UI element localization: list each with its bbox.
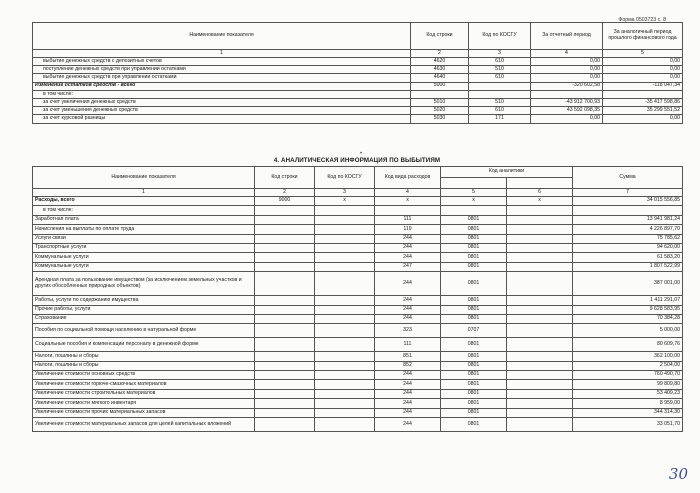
- handwritten-page-number: 30: [668, 465, 688, 483]
- col-header-reporting: За отчетный период: [531, 23, 603, 50]
- row-code: [255, 262, 315, 271]
- row-analytics-2: [507, 215, 573, 224]
- row-analytics-2: [507, 380, 573, 389]
- table-row: [33, 98, 683, 106]
- table-row: [33, 371, 683, 380]
- row-analytics-1: 0801: [441, 225, 507, 234]
- row-current-value: 43 592 098,35: [531, 107, 603, 115]
- row-sum: 1 807 522,99: [573, 262, 683, 271]
- table-row: [33, 115, 683, 123]
- row-name: Увеличение стоимости прочих материальных запасов: [33, 408, 255, 417]
- col-number-row: [33, 50, 683, 58]
- row-analytics-1: 0801: [441, 234, 507, 243]
- row-expense-code: 244: [375, 305, 441, 314]
- row-name: Налоги, пошлины и сборы: [33, 361, 255, 370]
- table-row: [33, 389, 683, 398]
- row-previous-value: 0,00: [603, 58, 683, 66]
- row-kosgu: 610: [469, 58, 531, 66]
- form-number: Форма 0503723 с. 8: [618, 17, 666, 23]
- col-number: 2: [411, 50, 469, 58]
- table-row: [33, 352, 683, 361]
- row-sum: 61 583,20: [573, 253, 683, 262]
- row-name: Страхование: [33, 314, 255, 323]
- row-expense-code: 323: [375, 324, 441, 338]
- row-name: поступление денежных средств при управлении остатками: [33, 66, 411, 74]
- row-analytics-1: 0801: [441, 296, 507, 305]
- row-kosgu: [315, 389, 375, 398]
- row-name: Коммунальные услуги: [33, 253, 255, 262]
- row-analytics-2: [507, 352, 573, 361]
- row-sum: 387 001,00: [573, 272, 683, 296]
- row-sum: 2 504,00: [573, 361, 683, 370]
- row-analytics-1: 0801: [441, 338, 507, 352]
- table-row: [33, 380, 683, 389]
- row-kosgu: [315, 338, 375, 352]
- row-sum: [573, 206, 683, 215]
- row-code: [255, 314, 315, 323]
- row-expense-code: 244: [375, 234, 441, 243]
- row-code: 5010: [411, 98, 469, 106]
- row-analytics-2: [507, 225, 573, 234]
- row-sum: 9 628 583,95: [573, 305, 683, 314]
- row-previous-value: 35 299 551,52: [603, 107, 683, 115]
- table-row: [33, 58, 683, 66]
- table-row: [33, 338, 683, 352]
- row-analytics-2: [507, 262, 573, 271]
- row-code: [255, 225, 315, 234]
- table-row: [33, 74, 683, 82]
- row-kosgu: [315, 361, 375, 370]
- table-row: [33, 296, 683, 305]
- col-header-exp-code: Код вида расходов: [375, 167, 441, 189]
- row-code: 4630: [411, 66, 469, 74]
- row-analytics-1: 0801: [441, 352, 507, 361]
- row-name: Изменение остатков средств - всего: [33, 82, 411, 90]
- row-code: [255, 305, 315, 314]
- table-row: [33, 408, 683, 417]
- row-code: [255, 371, 315, 380]
- row-name: Прочие работы, услуги: [33, 305, 255, 314]
- row-analytics-2: x: [507, 197, 573, 206]
- row-current-value: -43 912 700,93: [531, 98, 603, 106]
- row-expense-code: 244: [375, 418, 441, 432]
- row-name: в том числе:: [33, 90, 411, 98]
- col-header-analytics: Код аналитики: [441, 167, 573, 178]
- row-kosgu: [315, 225, 375, 234]
- row-sum: 75 785,62: [573, 234, 683, 243]
- row-sum: 760 490,70: [573, 371, 683, 380]
- row-analytics-1: [441, 206, 507, 215]
- row-analytics-2: [507, 272, 573, 296]
- table-row: [33, 90, 683, 98]
- table-row: [33, 82, 683, 90]
- table-row: [33, 418, 683, 432]
- col-header-kosgu: Код по КОСГУ: [315, 167, 375, 189]
- row-previous-value: -35 417 598,86: [603, 98, 683, 106]
- row-analytics-2: [507, 389, 573, 398]
- table-row: [33, 225, 683, 234]
- row-analytics-2: [507, 399, 573, 408]
- row-code: [255, 296, 315, 305]
- table-row: [33, 66, 683, 74]
- row-analytics-1: x: [441, 197, 507, 206]
- analytics-sub-2: [507, 178, 573, 189]
- row-name: Заработная плата: [33, 215, 255, 224]
- row-code: [255, 338, 315, 352]
- row-kosgu: [315, 352, 375, 361]
- row-analytics-1: 0801: [441, 253, 507, 262]
- row-analytics-1: 0801: [441, 380, 507, 389]
- col-number: 5: [603, 50, 683, 58]
- row-sum: 8 959,00: [573, 399, 683, 408]
- row-analytics-2: [507, 314, 573, 323]
- row-expense-code: 244: [375, 380, 441, 389]
- row-name: Арендная плата за пользование имуществом (за исключением земельных участков и других обособленных природных объектов): [33, 272, 255, 296]
- col-header-name: Наименование показателя: [33, 167, 255, 189]
- row-name: Увеличение стоимости материальных запасов для целей капитальных вложений: [33, 418, 255, 432]
- row-analytics-1: 0707: [441, 324, 507, 338]
- col-number: 5: [441, 189, 507, 197]
- row-sum: 80 609,76: [573, 338, 683, 352]
- row-name: за счет увеличения денежных средств: [33, 98, 411, 106]
- row-kosgu: [315, 305, 375, 314]
- col-number-row: [33, 189, 683, 197]
- row-code: [255, 352, 315, 361]
- row-expense-code: 244: [375, 399, 441, 408]
- analytics-sub-1: [441, 178, 507, 189]
- table-row: [33, 324, 683, 338]
- row-sum: 33 051,70: [573, 418, 683, 432]
- row-analytics-1: 0801: [441, 314, 507, 323]
- row-name: выбытие денежных средств при управлении остатками: [33, 74, 411, 82]
- row-expense-code: 247: [375, 262, 441, 271]
- row-kosgu: [315, 206, 375, 215]
- row-current-value: 0,00: [531, 115, 603, 123]
- row-expense-code: 244: [375, 389, 441, 398]
- row-previous-value: -118 047,34: [603, 82, 683, 90]
- row-name: за счет курсовой разницы: [33, 115, 411, 123]
- row-kosgu: [315, 408, 375, 417]
- scan-mark: •: [360, 151, 363, 157]
- col-header-name: Наименование показателя: [33, 23, 411, 50]
- row-analytics-2: [507, 324, 573, 338]
- row-expense-code: 244: [375, 408, 441, 417]
- row-analytics-1: 0801: [441, 371, 507, 380]
- table-row: [33, 262, 683, 271]
- row-name: выбытие денежных средств с депозитных счетов: [33, 58, 411, 66]
- row-name: за счет уменьшения денежных средств: [33, 107, 411, 115]
- row-current-value: 0,00: [531, 66, 603, 74]
- table-row: [33, 107, 683, 115]
- row-kosgu: 510: [469, 98, 531, 106]
- table-row: [33, 206, 683, 215]
- row-expense-code: 244: [375, 371, 441, 380]
- table-row: [33, 305, 683, 314]
- row-current-value: 0,00: [531, 74, 603, 82]
- row-sum: 4 226 897,70: [573, 225, 683, 234]
- table-row: [33, 234, 683, 243]
- col-number: 1: [33, 50, 411, 58]
- row-sum: 362 100,00: [573, 352, 683, 361]
- row-kosgu: x: [315, 197, 375, 206]
- table-row: [33, 243, 683, 252]
- row-kosgu: [315, 371, 375, 380]
- row-kosgu: 610: [469, 74, 531, 82]
- table-row: [33, 361, 683, 370]
- row-sum: 94 620,00: [573, 243, 683, 252]
- row-code: 5000: [411, 82, 469, 90]
- row-code: [255, 361, 315, 370]
- row-analytics-1: 0801: [441, 305, 507, 314]
- row-expense-code: 119: [375, 225, 441, 234]
- row-kosgu: [315, 234, 375, 243]
- row-code: [255, 380, 315, 389]
- row-code: [255, 272, 315, 296]
- row-code: [255, 215, 315, 224]
- row-analytics-1: 0801: [441, 215, 507, 224]
- row-analytics-2: [507, 234, 573, 243]
- row-expense-code: 851: [375, 352, 441, 361]
- row-expense-code: 244: [375, 296, 441, 305]
- row-name: Пособия по социальной помощи населению в натуральной форме: [33, 324, 255, 338]
- row-kosgu: 510: [469, 66, 531, 74]
- row-expense-code: [375, 206, 441, 215]
- table-row: [33, 253, 683, 262]
- row-analytics-2: [507, 371, 573, 380]
- row-analytics-2: [507, 296, 573, 305]
- row-previous-value: [603, 90, 683, 98]
- row-analytics-2: [507, 418, 573, 432]
- row-code: [255, 206, 315, 215]
- row-name: Увеличение стоимости горюче-смазочных материалов: [33, 380, 255, 389]
- row-analytics-2: [507, 338, 573, 352]
- col-header-kosgu: Код по КОСГУ: [469, 23, 531, 50]
- row-analytics-1: 0801: [441, 389, 507, 398]
- section-title: 4. АНАЛИТИЧЕСКАЯ ИНФОРМАЦИЯ ПО ВЫБЫТИЯМ: [273, 157, 441, 164]
- row-name: Увеличение стоимости строительных материалов: [33, 389, 255, 398]
- col-header-row-code: Код строки: [255, 167, 315, 189]
- col-number: 1: [33, 189, 255, 197]
- row-analytics-2: [507, 253, 573, 262]
- row-name: Транспортные услуги: [33, 243, 255, 252]
- col-header-prev: За аналогичный период прошлого финансового года: [603, 23, 683, 50]
- row-sum: 34 015 556,85: [573, 197, 683, 206]
- row-expense-code: 244: [375, 253, 441, 262]
- row-analytics-1: 0801: [441, 408, 507, 417]
- col-number: 4: [375, 189, 441, 197]
- row-name: Начисления на выплаты по оплате труда: [33, 225, 255, 234]
- row-code: 4620: [411, 58, 469, 66]
- row-code: 5020: [411, 107, 469, 115]
- row-sum: 13 941 981,24: [573, 215, 683, 224]
- row-sum: 53 409,23: [573, 389, 683, 398]
- row-sum: 70 384,28: [573, 314, 683, 323]
- row-sum: 344 314,30: [573, 408, 683, 417]
- row-analytics-1: 0801: [441, 262, 507, 271]
- table-row: [33, 399, 683, 408]
- row-kosgu: [315, 324, 375, 338]
- table-row: [33, 197, 683, 206]
- row-kosgu: [469, 90, 531, 98]
- row-kosgu: [315, 399, 375, 408]
- row-kosgu: 171: [469, 115, 531, 123]
- expenditure-table: [32, 166, 683, 432]
- row-current-value: -320 602,58: [531, 82, 603, 90]
- row-analytics-1: 0801: [441, 399, 507, 408]
- col-number: 3: [315, 189, 375, 197]
- row-code: 5030: [411, 115, 469, 123]
- row-code: [255, 324, 315, 338]
- row-name: Услуги связи: [33, 234, 255, 243]
- col-number: 4: [531, 50, 603, 58]
- row-expense-code: 111: [375, 338, 441, 352]
- row-analytics-1: 0801: [441, 418, 507, 432]
- row-code: 4640: [411, 74, 469, 82]
- table-row: [33, 314, 683, 323]
- row-kosgu: [469, 82, 531, 90]
- row-code: [255, 253, 315, 262]
- row-sum: 5 000,00: [573, 324, 683, 338]
- row-kosgu: [315, 314, 375, 323]
- row-kosgu: [315, 296, 375, 305]
- row-code: 9000: [255, 197, 315, 206]
- row-current-value: 0,00: [531, 58, 603, 66]
- row-name: Расходы, всего: [33, 197, 255, 206]
- row-expense-code: 244: [375, 314, 441, 323]
- row-expense-code: 111: [375, 215, 441, 224]
- row-code: [255, 234, 315, 243]
- row-sum: 99 809,80: [573, 380, 683, 389]
- row-name: Увеличение стоимости мягкого инвентаря: [33, 399, 255, 408]
- row-name: Увеличение стоимости основных средств: [33, 371, 255, 380]
- row-code: [411, 90, 469, 98]
- col-number: 6: [507, 189, 573, 197]
- col-header-row-code: Код строки: [411, 23, 469, 50]
- row-previous-value: 0,00: [603, 115, 683, 123]
- row-analytics-2: [507, 206, 573, 215]
- col-header-sum: Сумма: [573, 167, 683, 189]
- row-analytics-2: [507, 243, 573, 252]
- cash-flow-table: [32, 22, 683, 124]
- row-code: [255, 418, 315, 432]
- row-analytics-1: 0801: [441, 361, 507, 370]
- row-kosgu: [315, 380, 375, 389]
- row-kosgu: [315, 253, 375, 262]
- row-kosgu: [315, 215, 375, 224]
- row-name: Работы, услуги по содержанию имущества: [33, 296, 255, 305]
- row-code: [255, 408, 315, 417]
- row-kosgu: [315, 243, 375, 252]
- row-name: Налоги, пошлины и сборы: [33, 352, 255, 361]
- col-number: 3: [469, 50, 531, 58]
- row-name: Коммунальные услуги: [33, 262, 255, 271]
- row-kosgu: [315, 262, 375, 271]
- row-code: [255, 399, 315, 408]
- row-previous-value: 0,00: [603, 74, 683, 82]
- row-analytics-2: [507, 361, 573, 370]
- row-expense-code: x: [375, 197, 441, 206]
- row-expense-code: 244: [375, 243, 441, 252]
- row-code: [255, 389, 315, 398]
- table-row: [33, 215, 683, 224]
- row-kosgu: [315, 272, 375, 296]
- row-current-value: [531, 90, 603, 98]
- row-expense-code: 852: [375, 361, 441, 370]
- row-kosgu: 610: [469, 107, 531, 115]
- row-previous-value: 0,00: [603, 66, 683, 74]
- row-analytics-2: [507, 408, 573, 417]
- row-code: [255, 243, 315, 252]
- row-name: Социальные пособия и компенсации персоналу в денежной форме: [33, 338, 255, 352]
- row-sum: 1 411 291,07: [573, 296, 683, 305]
- row-analytics-1: 0801: [441, 243, 507, 252]
- col-number: 7: [573, 189, 683, 197]
- table-row: [33, 272, 683, 296]
- row-expense-code: 244: [375, 272, 441, 296]
- row-analytics-1: 0801: [441, 272, 507, 296]
- col-number: 2: [255, 189, 315, 197]
- row-analytics-2: [507, 305, 573, 314]
- row-name: в том числе:: [33, 206, 255, 215]
- row-kosgu: [315, 418, 375, 432]
